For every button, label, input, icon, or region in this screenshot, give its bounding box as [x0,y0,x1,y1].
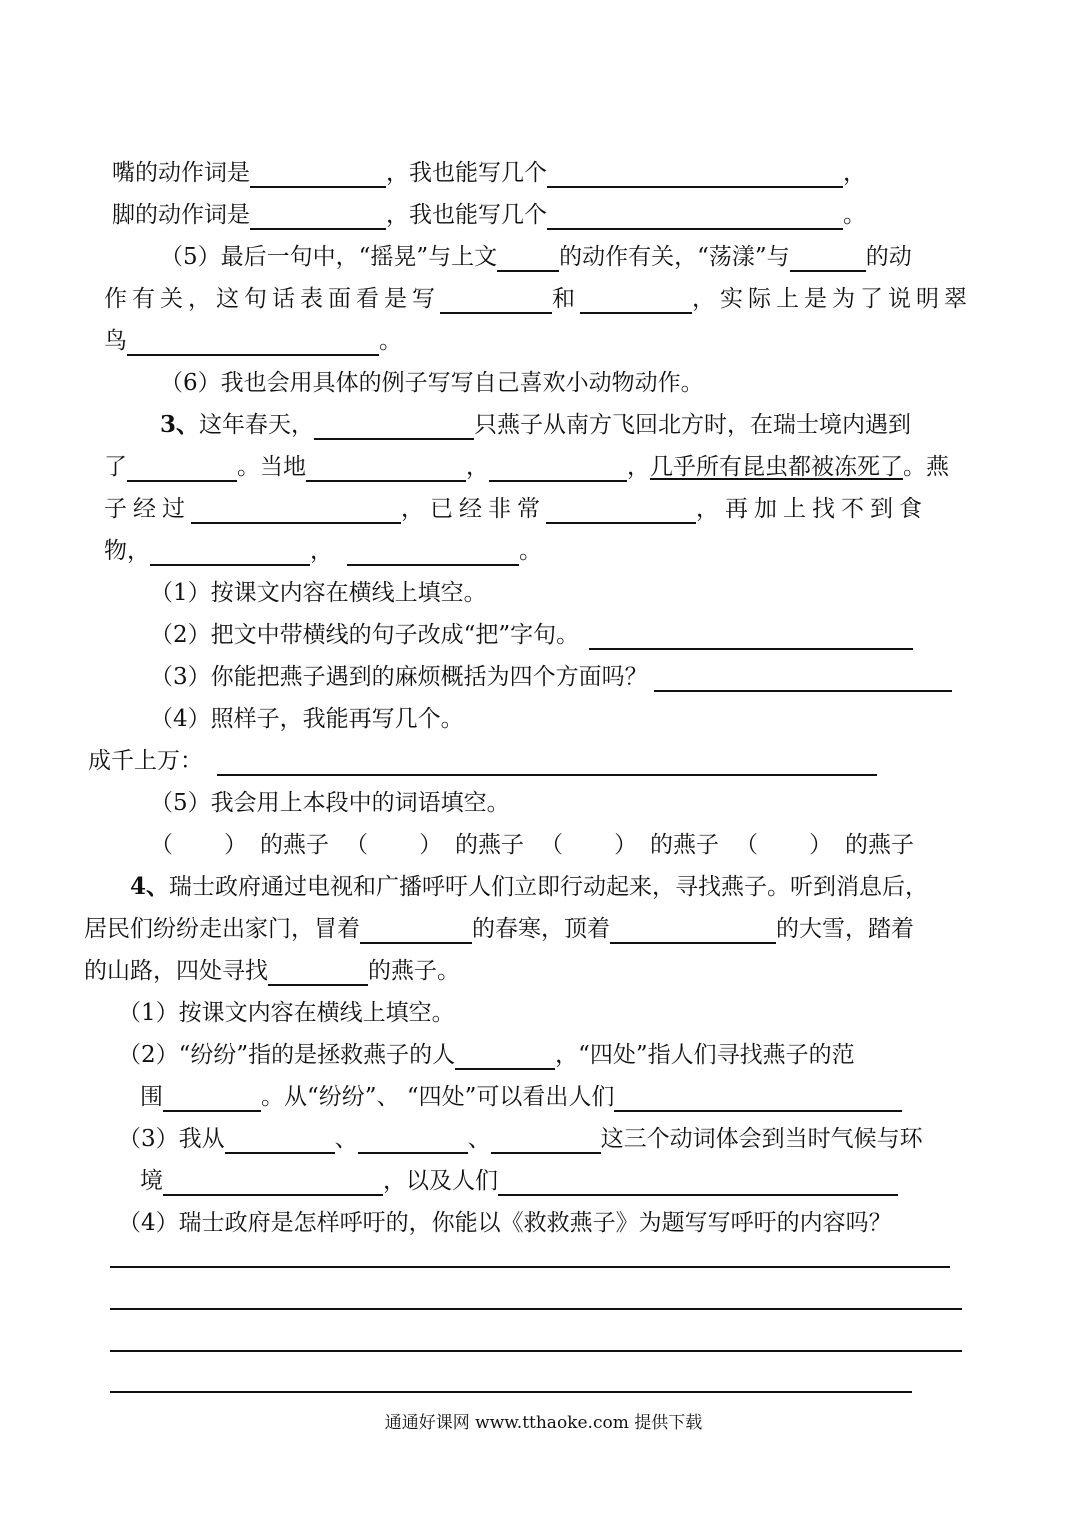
paren-label: 的燕子 [650,832,719,858]
q5-line2 [104,284,972,314]
punct: 。 [379,328,402,354]
q5-text: 作有关，这句话表面看是写 [104,286,440,312]
q4-2-text: 。从“纷纷”、 “四处”可以看出人们 [261,1084,615,1110]
q6-line [160,368,704,398]
paren-blank-1[interactable]: （ ） [150,832,248,858]
q4-2-blank-3[interactable] [614,1084,902,1112]
q5-blank-1[interactable] [497,244,559,272]
s4-text: 居民们纷纷走出家门，冒着 [84,916,360,942]
q6-text: （6）我也会用具体的例子写写自己喜欢小动物动作。 [160,370,704,396]
q5-text: ，实际上是为了说明翠 [692,286,972,312]
mouth-more-blank[interactable] [547,160,843,188]
s4-blank-3[interactable] [268,958,368,986]
s3-text: 。当地 [237,454,306,480]
writing-line-3[interactable] [110,1350,962,1352]
q4-2-blank-1[interactable] [455,1042,555,1070]
punct: ， [310,538,333,564]
q3-2-text: （2）把文中带横线的句子改成“把”字句。 [150,622,580,648]
section-3-number: 3、 [160,411,200,438]
q3-4-example [88,746,877,776]
s3-line2 [104,452,949,482]
q3-3-blank[interactable] [654,664,952,692]
q4-3-blank-5[interactable] [498,1168,898,1196]
section-4-number: 4、 [130,873,170,900]
underlined-sentence: 几乎所有昆虫都被冻死了 [650,454,903,480]
foot-prompt: ，我也能写几个 [386,202,547,228]
q3-4-text: （4）照样子，我能再写几个。 [150,706,464,732]
q4-3-blank-1[interactable] [225,1126,335,1154]
s4-line1 [130,872,928,902]
example-blank[interactable] [217,748,877,776]
mouth-label: 嘴的动作词是 [112,160,250,186]
s3-line4 [104,536,542,566]
q4-2-line2 [140,1082,902,1112]
q4-2-line1 [118,1040,855,1070]
foot-line [112,200,866,230]
q4-3-blank-4[interactable] [163,1168,383,1196]
page-footer: 通通好课网 www.tthaoke.com 提供下载 [384,1413,703,1433]
s4-text: 的燕子。 [368,958,460,984]
q4-3-line2 [140,1166,898,1196]
punct: ， [466,454,489,480]
foot-label: 脚的动作词是 [112,202,250,228]
q3-5-text: （5）我会用上本段中的词语填空。 [150,790,510,816]
q5-text: （5）最后一句中，“摇晃”与上文 [160,244,498,270]
q3-2-blank[interactable] [589,622,913,650]
q3-5 [150,788,510,818]
q4-3-text: 境 [140,1168,163,1194]
s3-text: 子经过 [104,496,191,522]
q3-1-text: （1）按课文内容在横线上填空。 [150,580,487,606]
paren-blank-4[interactable]: （ ） [735,832,833,858]
q4-1-text: （1）按课文内容在横线上填空。 [118,1000,455,1026]
punct: ， [627,454,650,480]
s3-blank-5[interactable] [191,496,401,524]
q4-3-blank-2[interactable] [358,1126,468,1154]
paren-blank-3[interactable]: （ ） [540,832,638,858]
foot-blank[interactable] [250,202,386,230]
s3-text: 。燕 [903,454,949,480]
s4-blank-2[interactable] [610,916,776,944]
s3-blank-6[interactable] [546,496,696,524]
s3-blank-1[interactable] [314,412,474,440]
mouth-line [112,158,866,188]
q5-blank-4[interactable] [580,286,692,314]
q3-1 [150,578,487,608]
q4-2-text: 围 [140,1084,163,1110]
q4-3-text: 这三个动词体会到当时气候与环 [600,1126,923,1152]
foot-more-blank[interactable] [547,202,843,230]
s4-blank-1[interactable] [360,916,472,944]
q5-blank-5[interactable] [127,328,379,356]
s4-text: 的山路，四处寻找 [84,958,268,984]
q4-2-blank-2[interactable] [163,1084,261,1112]
s3-line1 [160,410,911,440]
q4-4-text: （4）瑞士政府是怎样呼吁的，你能以《救救燕子》为题写写呼吁的内容吗？ [118,1210,892,1236]
q5-text: 鸟 [104,328,127,354]
s3-text: ，已经非常 [401,496,546,522]
q5-line3 [104,326,402,356]
q5-line1 [160,242,912,272]
s3-text: 了 [104,454,127,480]
q4-3-text: （3）我从 [118,1126,225,1152]
q4-2-text: （2）“纷纷”指的是拯救燕子的人 [118,1042,456,1068]
q3-3-text: （3）你能把燕子遇到的麻烦概括为四个方面吗？ [150,664,648,690]
q4-3-line1 [118,1124,923,1154]
punct: 、 [467,1126,491,1152]
punct: 。 [843,202,866,228]
s3-text: 这年春天， [199,412,315,438]
q3-3 [150,662,952,692]
q5-text: 的动作有关，“荡漾”与 [559,244,790,270]
s4-line2 [84,914,914,944]
writing-line-4[interactable] [110,1391,912,1393]
q4-1 [118,998,455,1028]
punct: 。 [519,538,542,564]
example-word: 成千上万： [88,748,203,774]
s4-text: 的大雪，踏着 [776,916,914,942]
paren-label: 的燕子 [455,832,524,858]
writing-line-1[interactable] [110,1266,950,1268]
paren-blank-2[interactable]: （ ） [345,832,443,858]
s4-line3 [84,956,460,986]
s3-blank-8[interactable] [347,538,519,566]
q3-2 [150,620,913,650]
mouth-blank[interactable] [250,160,386,188]
q3-4 [150,704,464,734]
q5-blank-2[interactable] [790,244,866,272]
q4-3-text: ，以及人们 [383,1168,498,1194]
paren-label: 的燕子 [845,832,914,858]
s3-blank-4[interactable] [489,454,627,482]
s3-text: 只燕子从南方飞回北方时，在瑞士境内遇到 [474,412,912,438]
punct: ， [843,160,866,186]
s3-text: 物， [104,538,150,564]
q4-3-blank-3[interactable] [491,1126,601,1154]
s3-blank-2[interactable] [127,454,237,482]
q5-text: 的动 [865,244,912,270]
s3-text: ，再加上找不到食 [696,496,928,522]
mouth-prompt: ，我也能写几个 [386,160,547,186]
s3-blank-3[interactable] [306,454,466,482]
s4-text: 瑞士政府通过电视和广播呼吁人们立即行动起来，寻找燕子。听到消息后， [169,874,929,900]
s3-line3 [104,494,928,524]
q4-2-text: ，“四处”指人们寻找燕子的范 [555,1042,855,1068]
s3-blank-7[interactable] [150,538,310,566]
paren-label: 的燕子 [260,832,329,858]
writing-line-2[interactable] [110,1308,962,1310]
q4-4 [118,1208,892,1238]
s4-text: 的春寒，顶着 [472,916,610,942]
q5-blank-3[interactable] [440,286,552,314]
q3-5-parens [150,830,914,860]
punct: 、 [334,1126,358,1152]
q5-text: 和 [552,286,580,312]
